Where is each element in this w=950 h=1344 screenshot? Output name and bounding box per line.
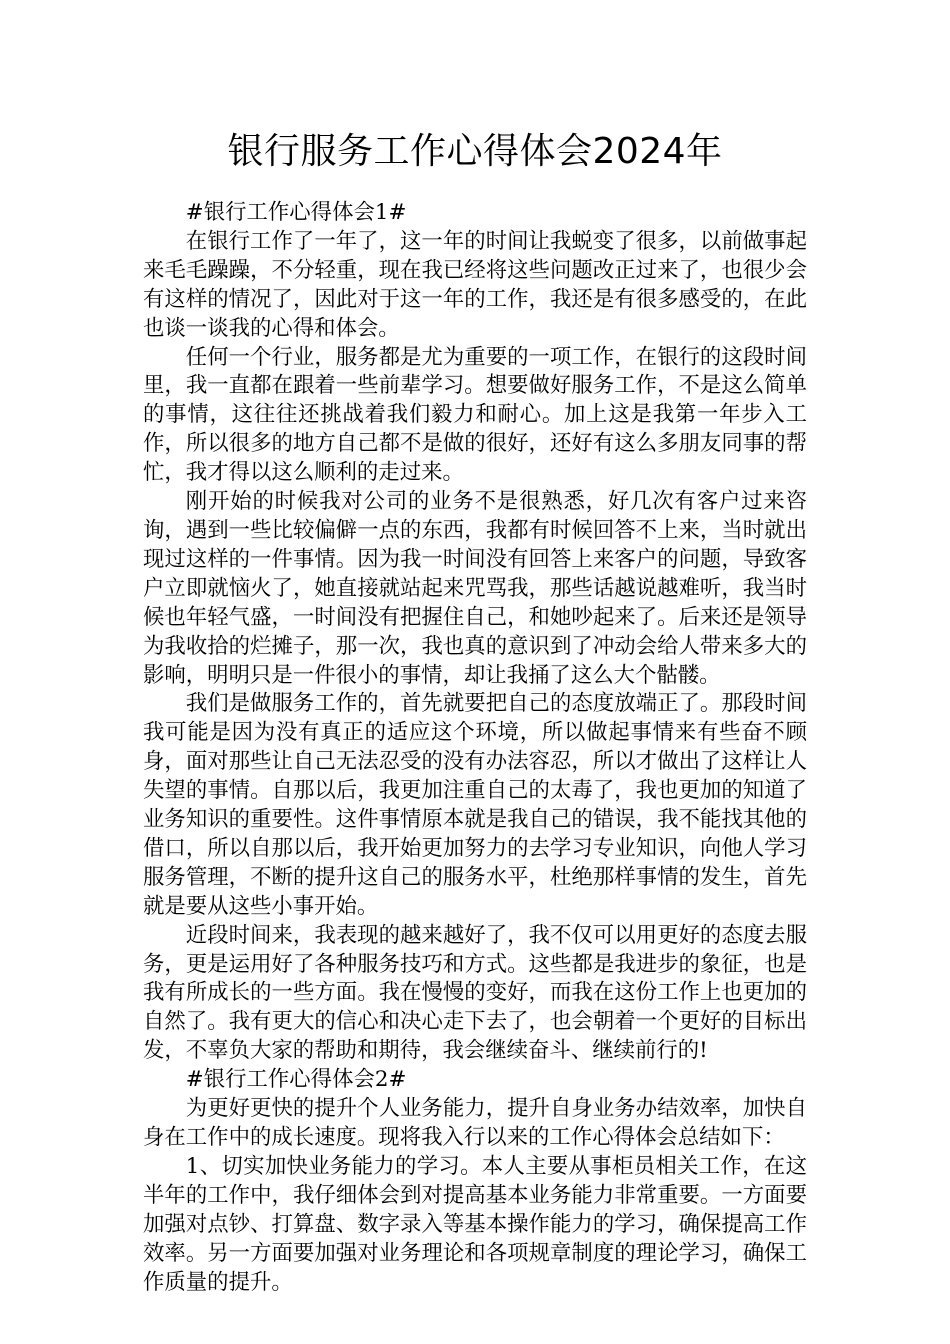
body-paragraph: 刚开始的时候我对公司的业务不是很熟悉，好几次有客户过来咨询，遇到一些比较偏僻一点的东西，我都有时候回答不上来，当时就出现过这样的一件事情。因为我一时间没有回答上来客户的问题，导致客户立即就恼火了，她直接就站起来咒骂我，那些话越说越难听，我当时候也年轻气盛，一时间没有把握住自己，和她吵起来了。后来还是领导为我收拾的烂摊子，那一次，我也真的意识到了冲动会给人带来多大的影响，明明只是一件很小的事情，却让我捅了这么大个骷髅。 — [143, 489, 807, 688]
body-paragraph: 任何一个行业，服务都是尤为重要的一项工作，在银行的这段时间里，我一直都在跟着一些前辈学习。想要做好服务工作，不是这么简单的事情，这往往还挑战着我们毅力和耐心。加上这是我第一年步入工作，所以很多的地方自己都不是做的很好，还好有这么多朋友同事的帮忙，我才得以这么顺利的走过来。 — [143, 344, 807, 486]
document-title: 银行服务工作心得体会2024年 — [227, 131, 723, 172]
body-paragraph: 1、切实加快业务能力的学习。本人主要从事柜员相关工作，在这半年的工作中，我仔细体会到对提高基本业务能力非常重要。一方面要加强对点钞、打算盘、数字录入等基本操作能力的学习，确保提高工作效率。另一方面要加强对业务理论和各项规章制度的理论学习，确保工作质量的提升。 — [143, 1153, 807, 1295]
section-heading: #银行工作心得体会2# — [185, 1067, 407, 1093]
section-heading: #银行工作心得体会1# — [185, 200, 407, 225]
body-paragraph: 在银行工作了一年了，这一年的时间让我蜕变了很多，以前做事起来毛毛躁躁，不分轻重，现在我已经将这些问题改正过来了，也很少会有这样的情况了，因此对于这一年的工作，我还是有很多感受的，在此也谈一谈我的心得和体会。 — [143, 228, 807, 341]
body-paragraph: 为更好更快的提升个人业务能力，提升自身业务办结效率，加快自身在工作中的成长速度。现将我入行以来的工作心得体会总结如下： — [143, 1096, 807, 1150]
document-body — [143, 199, 807, 1297]
body-paragraph: 我们是做服务工作的，首先就要把自己的态度放端正了。那段时间我可能是因为没有真正的适应这个环境，所以做起事情来有些奋不顾身，面对那些让自己无法忍受的没有办法容忍，所以才做出了这样让人失望的事情。自那以后，我更加注重自己的太毒了，我也更加的知道了业务知识的重要性。这件事情原本就是我自己的错误，我不能找其他的借口，所以自那以后，我开始更加努力的去学习专业知识，向他人学习服务管理，不断的提升这自己的服务水平，杜绝那样事情的发生，首先就是要从这些小事开始。 — [143, 691, 807, 919]
body-paragraph: 近段时间来，我表现的越来越好了，我不仅可以用更好的态度去服务，更是运用好了各种服务技巧和方式。这些都是我进步的象征，也是我有所成长的一些方面。我在慢慢的变好，而我在这份工作上也更加的自然了。我有更大的信心和决心走下去了，也会朝着一个更好的目标出发，不辜负大家的帮助和期待，我会继续奋斗、继续前行的! — [143, 922, 807, 1064]
